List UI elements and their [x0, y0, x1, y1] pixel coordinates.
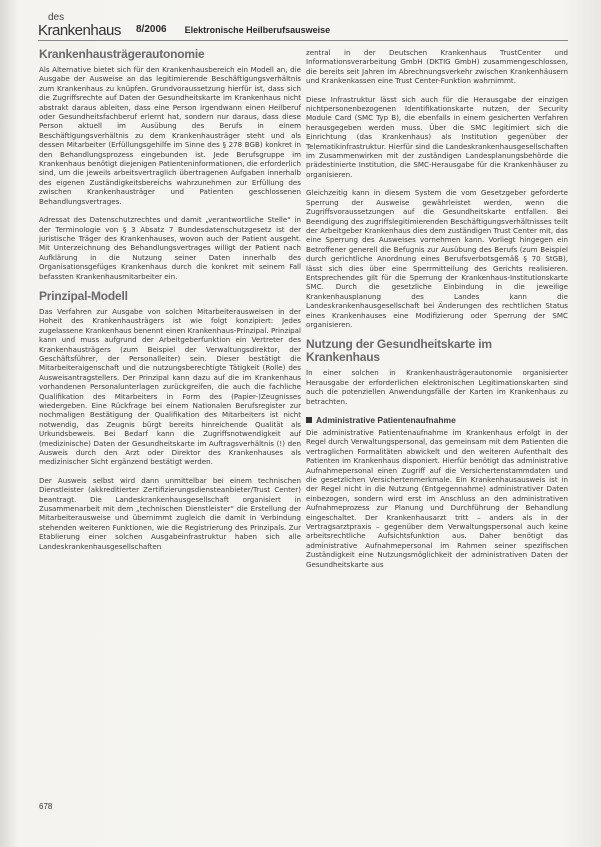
section-title: Elektronische Heilberufsausweise	[184, 25, 331, 35]
issue-number: 8/2006	[136, 24, 167, 35]
paragraph: Adressat des Datenschutzrechtes und damit „verantwortliche Stelle“ in der Terminologie von § 3 Absatz 7 Bundesdatenschutzgesetz ist der juristische Träger des Krankenhauses, wovon auch der Patient ausgeht. Mit Unterzeichnung des Behandlungsvertrages willigt der Patient nach Aufklärung in die Nutzung seiner Daten innerhalb des Organisationsgefüges Krankenhaus durch die konkret mit seinem Fall befassten Krankenhausmitarbeiter ein.	[39, 215, 301, 281]
right-column	[306, 48, 568, 578]
paragraph: Das Verfahren zur Ausgabe von solchen Mitarbeiterausweisen in der Hoheit des Krankenhausträgers ist wie folgt konzipiert: Jedes zugelassene Krankenhaus benennt einen Krankenhaus-Prinzipal. Prinzipal kann und muss aufgrund der Arbeitgeberfunktion ein Vertreter des Krankenhausträgers (zum Beispiel der Verwaltungsdirektor, der Geschäftsführer, der Personalleiter) sein. Dieser bestätigt die Mitarbeiteraigenschaft und die nutzungsberechtigte Tätigkeit (Rolle) des Ausweisantragstellers. Der Prinzipal kann dazu auf die im Krankenhaus vorhandenen Personalunterlagen zurückgreifen, die auch die fachliche Qualifikation des Mitarbeiters in Form des (Papier-)Zeugnisses wiedergeben. Eine Rückfrage bei einem Nationalen Berufsregister zur nochmaligen Bestätigung der Qualifikation des Mitarbeiters ist nicht notwendig, das Zeugnis bürgt bereits hinreichende Qualität als Urkundsbeweis. Bei Bedarf kann die Zugriffsnotwendigkeit auf (medizinische) Daten der Gesundheitskarte im Auftragsverhältnis (!) den Ausweis durch den Arzt oder Direktor des Krankenhauses als medizinischer Sicht ergänzend bestätigt werden.	[39, 306, 301, 467]
logo-main-text: Krankenhaus	[38, 22, 121, 39]
heading-prinzipal-modell: Prinzipal-Modell	[39, 288, 128, 303]
paragraph: Die administrative Patientenaufnahme im Krankenhaus erfolgt in der Regel durch Verwaltungspersonal, das gemeinsam mit dem Patienten die vertraglichen Formalitäten abwickelt und den weiteren Aufenthalt des Patienten im Krankenhaus disponiert. Hierfür benötigt das administrative Aufnahmepersonal einen Zugriff auf die Versichertenstammdaten und die gesetzlichen Versichertenmerkmale. Ein Krankenhausausweis ist in der Regel nicht in die Nutzung (Entgegennahme) administrativer Daten einbezogen, sondern wird erst im Anschluss an den administrativen Aufnahmeprozess zur Planung und Durchführung der Behandlung eingeschaltet. Der Krankenhausarzt tritt – anders als in der Vertragsarztpraxis – gegenüber dem Verwaltungspersonal auch keine arbeitsrechtliche Aufsichtsfunktion aus. Daher benötigt das administrative Aufnahmepersonal im Rahmen seiner spezifischen Zuständigkeit eine Nutzungsmöglichkeit der administrativen Daten der Gesundheitskarte aus	[306, 428, 568, 569]
header-divider	[38, 40, 568, 41]
subheading-text: Administrative Patientenaufnahme	[316, 415, 456, 425]
heading-krankenhaustraegerautonomie: Krankenhausträgerautonomie	[39, 47, 205, 61]
paragraph: Als Alternative bietet sich für den Krankenhausbereich ein Modell an, die Ausgabe der Ausweise an das legitimierende Beschäftigungsverhältnis zum Krankenhaus zu knüpfen. Grundvoraussetzung hierfür ist, dass sich die Zugriffsrechte auf Daten der Gesundheitskarte im Krankenhaus nicht abstrakt daraus ableiten, dass eine Person irgendwann einen Heilberuf oder Gesundheitsfachberuf erlernt hat, sondern nur daraus, dass diese Person aktuell im Ausübung des Berufs in einem Beschäftigungsverhältnis zu dem Krankenhausträger steht und als dessen Mitarbeiter (Erfüllungsgehilfe im Sinne des § 278 BGB) konkret in den Behandlungsprozess eingebunden ist. Jede Berufsgruppe im Krankenhaus benötigt diejenigen Patienteninformationen, die erforderlich sind, um die jeweils arbeitsvertraglich übertragenen Aufgaben innerhalb des eigenen Zuständigkeitsbereichs wahrzunehmen zur Erfüllung des zwischen Krankenhausträger und Patienten geschlossenen Behandlungsvertrages.	[39, 65, 301, 206]
page-header	[38, 12, 578, 38]
page-number: 678	[39, 802, 53, 811]
paragraph: In einer solchen in Krankenhausträgerautonomie organisierter Herausgabe der erforderlichen elektronischen Legitimationskarten sind auch die potenziellen Anwendungsfälle der Karten im Krankenhaus zu betrachten.	[306, 368, 568, 406]
logo-small-text: des	[48, 12, 65, 23]
paragraph: Diese Infrastruktur lässt sich auch für die Herausgabe der einzigen nichtpersonenbezogenen Identifikationskarte nutzen, der Security Module Card (SMC Typ B), die ebenfalls in einem gesicherten Verfahren herausgegeben werden muss. Über die SMC legitimiert sich die Einrichtung (das Krankenhaus) als Institution gegenüber der Telematikinfrastruktur. Hierfür sind die Landeskrankenhausgesellschaften im Zusammenwirken mit der zuständigen Landesplanungsbehörde die prädestinierte Institution, die SMC-Herausgabe für die Krankenhäuser zu organisieren.	[306, 94, 568, 179]
journal-logo	[38, 14, 126, 38]
subheading-patientenaufnahme	[306, 415, 568, 425]
left-column	[39, 48, 301, 560]
paragraph: Gleichzeitig kann in diesem System die vom Gesetzgeber geforderte Sperrung der Ausweise gewährleistet werden, wenn die Zugriffsvoraussetzungen auf die Gesundheitskarte entfallen. Bei Beendigung des zugriffslegitimierenden Beschäftigungsverhältnisses teilt der Arbeitgeber Krankenhaus dies dem zuständigen Trust Center mit, das eine Sperrung des Ausweises vornehmen kann. Vorliegt hingegen ein Betroffener generell die Befugnis zur Ausübung des Berufs (zum Beispiel durch gerichtliche Anordnung eines Berufsverbotsgemäß § 70 StGB), lässt sich dies über eine Sperrmitteilung des Gerichts realisieren. Entsprechendes gilt für die Sperrung der Krankenhaus-Institutionskarte SMC. Durch die gesetzliche Einbindung in die jeweilige Krankenhausplanung des Landes kann die Landeskrankenhausgesellschaft bei Änderungen des rechtlichen Status eines Krankenhauses eine Modifizierung oder Sperrung der SMC organisieren.	[306, 188, 568, 329]
heading-nutzung-gesundheitskarte: Nutzung der Gesundheitskarte im Krankenhaus	[306, 337, 492, 365]
square-bullet-icon	[306, 417, 312, 423]
paragraph: Der Ausweis selbst wird dann unmittelbar bei einem technischen Dienstleister (akkreditierter Zertifizierungsdiensteanbieter/Trust Center) beantragt. Die Landeskrankenhausgesellschaft organisiert in Zusammenarbeit mit dem „technischen Dienstleister“ die Erstellung der Mitarbeiterausweise und übernimmt zugleich die damit in Verbindung stehenden weiteren Funktionen, wie die Registrierung des Prinzipals. Zur Etablierung einer solchen Ausgabeinfrastruktur haben sich alle Landeskrankenhausgesellschaften	[39, 475, 301, 551]
paragraph: zentral in der Deutschen Krankenhaus TrustCenter und Informationsverarbeitung GmbH (DKTIG GmbH) zusammengeschlossen, die bereits seit Jahren im Abrechnungsverkehr zwischen Krankenhäusern und Krankenkassen eine Trust Center-Funktion wahrnimmt.	[306, 48, 568, 86]
